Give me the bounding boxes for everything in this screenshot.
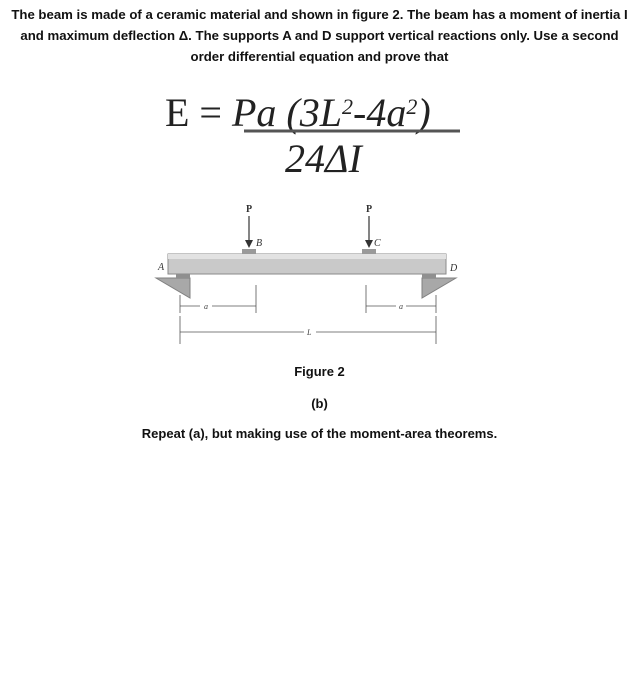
point-label-C: C [374, 238, 381, 249]
dimension-label-a-left: a [204, 302, 208, 311]
figure-caption: Figure 2 [294, 364, 345, 379]
formula-lhs: E = [165, 90, 232, 135]
formula-exp-2: 2 [406, 93, 418, 119]
beam-figure [150, 198, 460, 348]
part-label: (b) [311, 396, 328, 411]
svg-text:E = Pa (3L2-4a2) [165, 90, 431, 135]
formula-close: ) [417, 90, 431, 135]
load-pad-C [362, 249, 376, 254]
problem-statement: The beam is made of a ceramic material and shown in figure 2. The beam has a moment of inertia I and maximum deflection Δ. The supports A and D support vertical reactions only. Use a second order differential equation and prove that [11, 7, 628, 64]
formula-minus-part: -4a [353, 90, 407, 135]
load-arrow-C [365, 216, 373, 248]
formula-exp-1: 2 [342, 93, 353, 119]
load-label-P1: P [246, 204, 253, 215]
formula-numerator: Pa (3L [232, 90, 342, 135]
instruction-text: Repeat (a), but making use of the moment-area theorems. [141, 426, 498, 441]
support-A [156, 274, 190, 298]
dimension-label-L: L [307, 328, 312, 337]
point-label-D: D [450, 263, 458, 274]
dimension-label-a-right: a [399, 302, 403, 311]
support-D [422, 274, 456, 298]
load-arrow-B [245, 216, 253, 248]
load-pad-B [242, 249, 256, 254]
point-label-B: B [256, 238, 263, 249]
dimension-a-left [180, 285, 256, 313]
load-label-P2: P [366, 204, 373, 215]
point-label-A: A [158, 262, 165, 273]
deflection-formula [0, 86, 639, 196]
formula-denominator: 24ΔI [285, 136, 362, 181]
